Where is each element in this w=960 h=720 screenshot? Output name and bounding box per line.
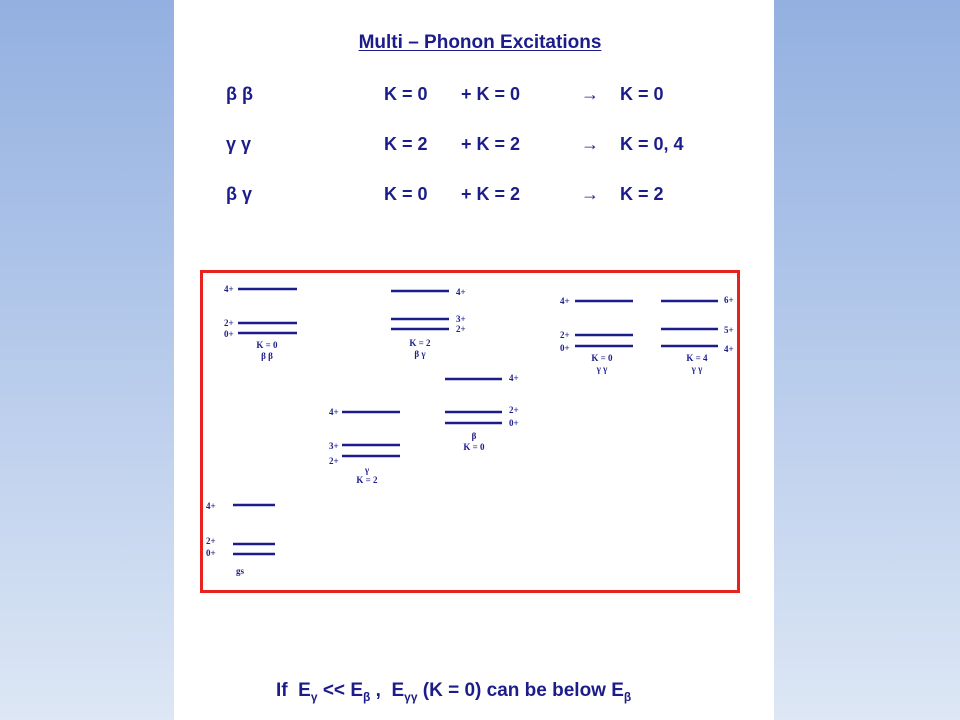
- row-1-arrow: →: [581, 84, 599, 104]
- gamma-2-label: 2+: [329, 456, 339, 466]
- row-2-arrow: →: [581, 134, 599, 154]
- level-lines: [233, 289, 718, 554]
- row-2-label: γ γ: [226, 134, 252, 154]
- row-1-k1: K = 0: [384, 84, 428, 104]
- condition-text: (K = 0) can be below E: [422, 680, 624, 701]
- gamma-3-label: 3+: [329, 441, 339, 451]
- row-3-arrow: →: [581, 184, 599, 204]
- e-beta-final-sub: β: [623, 689, 632, 704]
- comma-text: ,: [375, 680, 381, 701]
- bb-name-label: β β: [261, 351, 273, 361]
- row-3-result: K = 2: [620, 184, 664, 204]
- row-1-k2: + K = 0: [461, 84, 521, 104]
- beta-4-label: 4+: [509, 373, 519, 383]
- row-3-label: β γ: [226, 184, 252, 204]
- page-title: Multi – Phonon Excitations: [358, 32, 602, 53]
- beta-0-label: 0+: [509, 418, 519, 428]
- bb-k-label: K = 0: [256, 340, 278, 350]
- row-2-k2: + K = 2: [461, 134, 521, 154]
- beta-k-label: K = 0: [463, 442, 485, 452]
- gg0-4-label: 4+: [560, 296, 570, 306]
- level-scheme-diagram: [200, 270, 740, 593]
- bb-4-label: 4+: [224, 284, 234, 294]
- gg4-5-label: 5+: [724, 325, 734, 335]
- row-3-k2: + K = 2: [461, 184, 521, 204]
- bb-2-label: 2+: [224, 318, 234, 328]
- bottom-statement: [276, 680, 631, 704]
- if-text: If: [276, 680, 288, 701]
- gg4-k-label: K = 4: [686, 353, 708, 363]
- bg-2-label: 2+: [456, 324, 466, 334]
- gamma-k-label: K = 2: [356, 475, 378, 485]
- gs-4-label: 4+: [206, 501, 216, 511]
- gg0-0-label: 0+: [560, 343, 570, 353]
- row-1-label: β β: [226, 84, 253, 104]
- bb-0-label: 0+: [224, 329, 234, 339]
- gamma-name-label: γ: [364, 465, 370, 475]
- gg4-4-label: 4+: [724, 344, 734, 354]
- gg0-k-label: K = 0: [591, 353, 613, 363]
- row-2-k1: K = 2: [384, 134, 428, 154]
- bg-k-label: K = 2: [409, 338, 431, 348]
- row-3-k1: K = 0: [384, 184, 428, 204]
- gg0-name-label: γ γ: [596, 364, 608, 374]
- bg-name-label: β γ: [414, 349, 426, 359]
- bg-3-label: 3+: [456, 314, 466, 324]
- e-beta-sub: β: [363, 689, 371, 704]
- e-gammagamma-sub: γγ: [404, 689, 418, 704]
- gg4-name-label: γ γ: [691, 364, 703, 374]
- beta-2-label: 2+: [509, 405, 519, 415]
- gs-name-label: gs: [235, 566, 245, 576]
- row-2-result: K = 0, 4: [620, 134, 684, 154]
- beta-name-label: β: [471, 431, 477, 441]
- bg-4-label: 4+: [456, 287, 466, 297]
- e-gamma-symbol: E: [298, 680, 311, 701]
- gs-0-label: 0+: [206, 548, 216, 558]
- gg4-6-label: 6+: [724, 295, 734, 305]
- gamma-4-label: 4+: [329, 407, 339, 417]
- gs-2-label: 2+: [206, 536, 216, 546]
- e-beta-symbol: E: [350, 680, 363, 701]
- much-less-symbol: <<: [322, 680, 346, 701]
- gg0-2-label: 2+: [560, 330, 570, 340]
- row-1-result: K = 0: [620, 84, 664, 104]
- e-gamma-sub: γ: [310, 689, 318, 704]
- e-gammagamma-symbol: E: [391, 680, 405, 701]
